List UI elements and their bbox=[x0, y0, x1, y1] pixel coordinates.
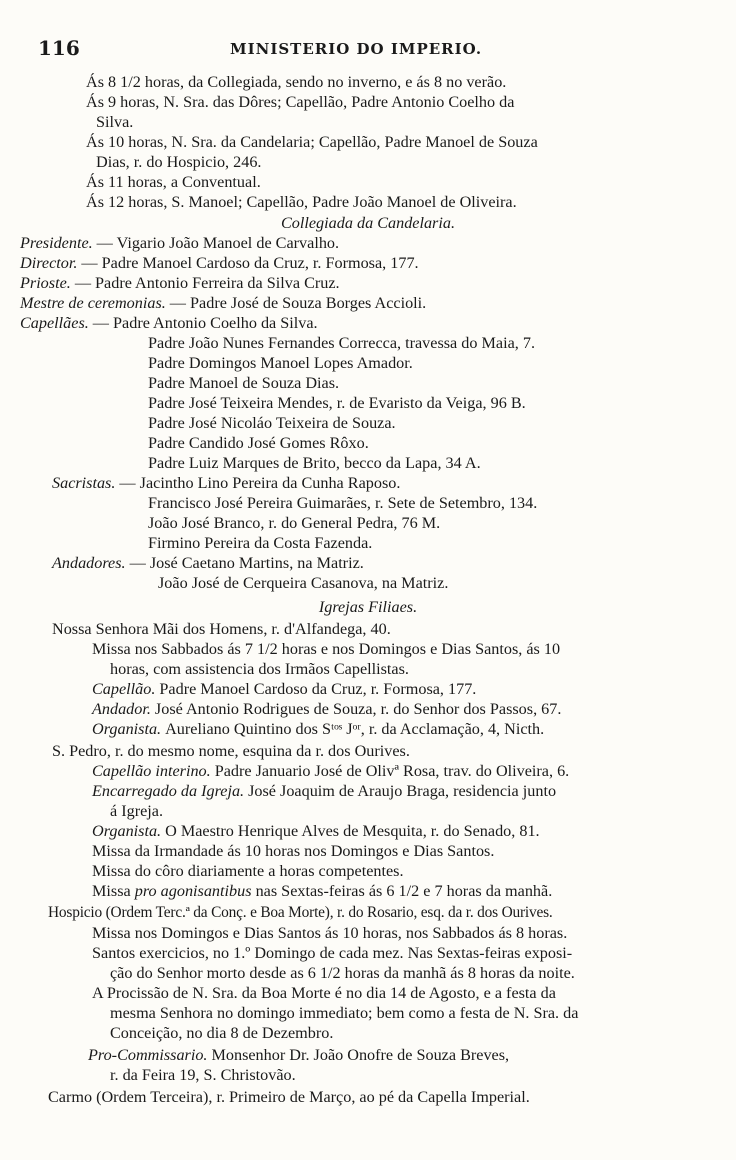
running-title: MINISTERIO DO IMPERIO. bbox=[230, 40, 483, 58]
entry-presidente bbox=[20, 233, 339, 253]
text-span: Missa bbox=[92, 882, 131, 900]
church-title: Hospicio (Ordem Terc.ª da Conç. e Boa Morte), r. do Rosario, esq. da r. dos Ourives. bbox=[48, 904, 553, 921]
entry-text: José Antonio Rodrigues de Souza, r. do Senhor dos Passos, 67. bbox=[154, 700, 562, 718]
list-item: João José Branco, r. do General Pedra, 76 M. bbox=[148, 514, 441, 532]
entry-text: Monsenhor Dr. João Onofre de Souza Breves, bbox=[211, 1046, 510, 1064]
list-item: Padre João Nunes Fernandes Correcca, travessa do Maia, 7. bbox=[148, 334, 536, 352]
list-item: Padre José Teixeira Mendes, r. de Evaristo da Veiga, 96 B. bbox=[148, 394, 526, 412]
role-label: Prioste. bbox=[20, 274, 71, 292]
page-header bbox=[0, 36, 736, 66]
text-line: Missa nos Sabbados ás 7 1/2 horas e nos Domingos e Dias Santos, ás 10 bbox=[92, 640, 561, 658]
latin-phrase: pro agonisantibus bbox=[134, 882, 252, 900]
church-title: Carmo (Ordem Terceira), r. Primeiro de Março, ao pé da Capella Imperial. bbox=[48, 1088, 530, 1106]
role-label: Andador. bbox=[92, 700, 151, 718]
entry-organista bbox=[92, 719, 544, 739]
role-label: Organista. bbox=[92, 720, 162, 738]
role-label: Organista. bbox=[92, 822, 162, 840]
role-label: Capellão interino. bbox=[92, 762, 211, 780]
entry-director bbox=[20, 253, 419, 273]
mass-line: Ás 12 horas, S. Manoel; Capellão, Padre João Manoel de Oliveira. bbox=[86, 193, 517, 211]
entry-text: Padre Januario José de Olivª Rosa, trav. do Oliveira, 6. bbox=[214, 762, 570, 780]
entry-capellaes bbox=[20, 313, 318, 333]
role-label: Andadores. bbox=[52, 554, 126, 572]
role-label: Capellães. bbox=[20, 314, 89, 332]
text-line: ção do Senhor morto desde as 6 1/2 horas da manhã ás 8 horas da noite. bbox=[110, 964, 575, 982]
role-label: Director. bbox=[20, 254, 78, 272]
entry-text: — Padre Manoel Cardoso da Cruz, r. Formosa, 177. bbox=[81, 254, 419, 272]
list-item: Padre Luiz Marques de Brito, becco da Lapa, 34 A. bbox=[148, 454, 481, 472]
entry-mestre bbox=[20, 293, 426, 313]
mass-line: Ás 9 horas, N. Sra. das Dôres; Capellão, Padre Antonio Coelho da bbox=[86, 93, 515, 111]
mass-line: Ás 10 horas, N. Sra. da Candelaria; Capellão, Padre Manoel de Souza bbox=[86, 133, 538, 151]
text-line: Conceição, no dia 8 de Dezembro. bbox=[110, 1024, 334, 1042]
role-label: Presidente. bbox=[20, 234, 93, 252]
text-line: Missa da Irmandade ás 10 horas nos Domingos e Dias Santos. bbox=[92, 842, 495, 860]
text-line: Missa do côro diariamente a horas competentes. bbox=[92, 862, 404, 880]
entry-sacristas bbox=[52, 473, 400, 493]
section-heading-collegiada: Collegiada da Candelaria. bbox=[280, 214, 455, 232]
mass-line: Ás 11 horas, a Conventual. bbox=[86, 173, 261, 191]
role-label: Encarregado da Igreja. bbox=[92, 782, 245, 800]
entry-text: O Maestro Henrique Alves de Mesquita, r. do Senado, 81. bbox=[165, 822, 540, 840]
church-title: Nossa Senhora Mãi dos Homens, r. d'Alfandega, 40. bbox=[52, 620, 391, 638]
entry-text: — Padre Antonio Ferreira da Silva Cruz. bbox=[74, 274, 340, 292]
entry-capellao-interino bbox=[92, 761, 569, 781]
text-line: á Igreja. bbox=[110, 802, 164, 820]
text-line: mesma Senhora no domingo immediato; bem como a festa de N. Sra. da bbox=[110, 1004, 579, 1022]
text-span: nas Sextas-feiras ás 6 1/2 e 7 horas da manhã. bbox=[255, 882, 553, 900]
list-item: João José de Cerqueira Casanova, na Matriz. bbox=[158, 574, 449, 592]
church-title: S. Pedro, r. do mesmo nome, esquina da r. dos Ourives. bbox=[52, 742, 410, 760]
list-item: Firmino Pereira da Costa Fazenda. bbox=[148, 534, 373, 552]
entry-text: — Jacintho Lino Pereira da Cunha Raposo. bbox=[119, 474, 401, 492]
text-line: A Procissão de N. Sra. da Boa Morte é no dia 14 de Agosto, e a festa da bbox=[92, 984, 556, 1002]
role-label: Sacristas. bbox=[52, 474, 116, 492]
entry-prioste bbox=[20, 273, 340, 293]
role-label: Pro-Commissario. bbox=[88, 1046, 208, 1064]
entry-capellao bbox=[92, 679, 476, 699]
role-label: Capellão. bbox=[92, 680, 156, 698]
list-item: Padre Manoel de Souza Dias. bbox=[148, 374, 340, 392]
entry-organista bbox=[92, 821, 540, 841]
page-number: 116 bbox=[38, 36, 80, 60]
role-label: Mestre de ceremonias. bbox=[20, 294, 166, 312]
entry-text: — Padre Antonio Coelho da Silva. bbox=[92, 314, 318, 332]
text-line: Santos exercicios, no 1.º Domingo de cada mez. Nas Sextas-feiras exposi- bbox=[92, 944, 573, 962]
mass-line: Ás 8 1/2 horas, da Collegiada, sendo no inverno, e ás 8 no verão. bbox=[86, 73, 507, 91]
entry-encarregado bbox=[92, 781, 556, 801]
entry-text: Aureliano Quintino dos Sᵗᵒˢ Jᵒʳ, r. da Acclamação, 4, Nicth. bbox=[165, 720, 545, 738]
entry-text: Padre Manoel Cardoso da Cruz, r. Formosa, 177. bbox=[159, 680, 477, 698]
list-item: Padre Domingos Manoel Lopes Amador. bbox=[148, 354, 413, 372]
entry-text: — José Caetano Martins, na Matriz. bbox=[129, 554, 364, 572]
list-item: Padre Candido José Gomes Rôxo. bbox=[148, 434, 369, 452]
entry-pro-commissario bbox=[88, 1045, 509, 1065]
entry-text: — Padre José de Souza Borges Accioli. bbox=[169, 294, 427, 312]
entry-andadores bbox=[52, 553, 364, 573]
mass-line: Silva. bbox=[96, 113, 134, 131]
mass-line: Dias, r. do Hospicio, 246. bbox=[96, 153, 262, 171]
text-line: r. da Feira 19, S. Christovão. bbox=[110, 1066, 296, 1084]
text-line: Missa nos Domingos e Dias Santos ás 10 horas, nos Sabbados ás 8 horas. bbox=[92, 924, 568, 942]
text-line: horas, com assistencia dos Irmãos Capellistas. bbox=[110, 660, 409, 678]
text-line bbox=[92, 881, 552, 901]
section-heading-igrejas: Igrejas Filiaes. bbox=[318, 598, 418, 616]
entry-text: José Joaquim de Araujo Braga, residencia junto bbox=[248, 782, 557, 800]
list-item: Francisco José Pereira Guimarães, r. Sete de Setembro, 134. bbox=[148, 494, 538, 512]
list-item: Padre José Nicoláo Teixeira de Souza. bbox=[148, 414, 396, 432]
entry-andador bbox=[92, 699, 561, 719]
entry-text: — Vigario João Manoel de Carvalho. bbox=[96, 234, 340, 252]
